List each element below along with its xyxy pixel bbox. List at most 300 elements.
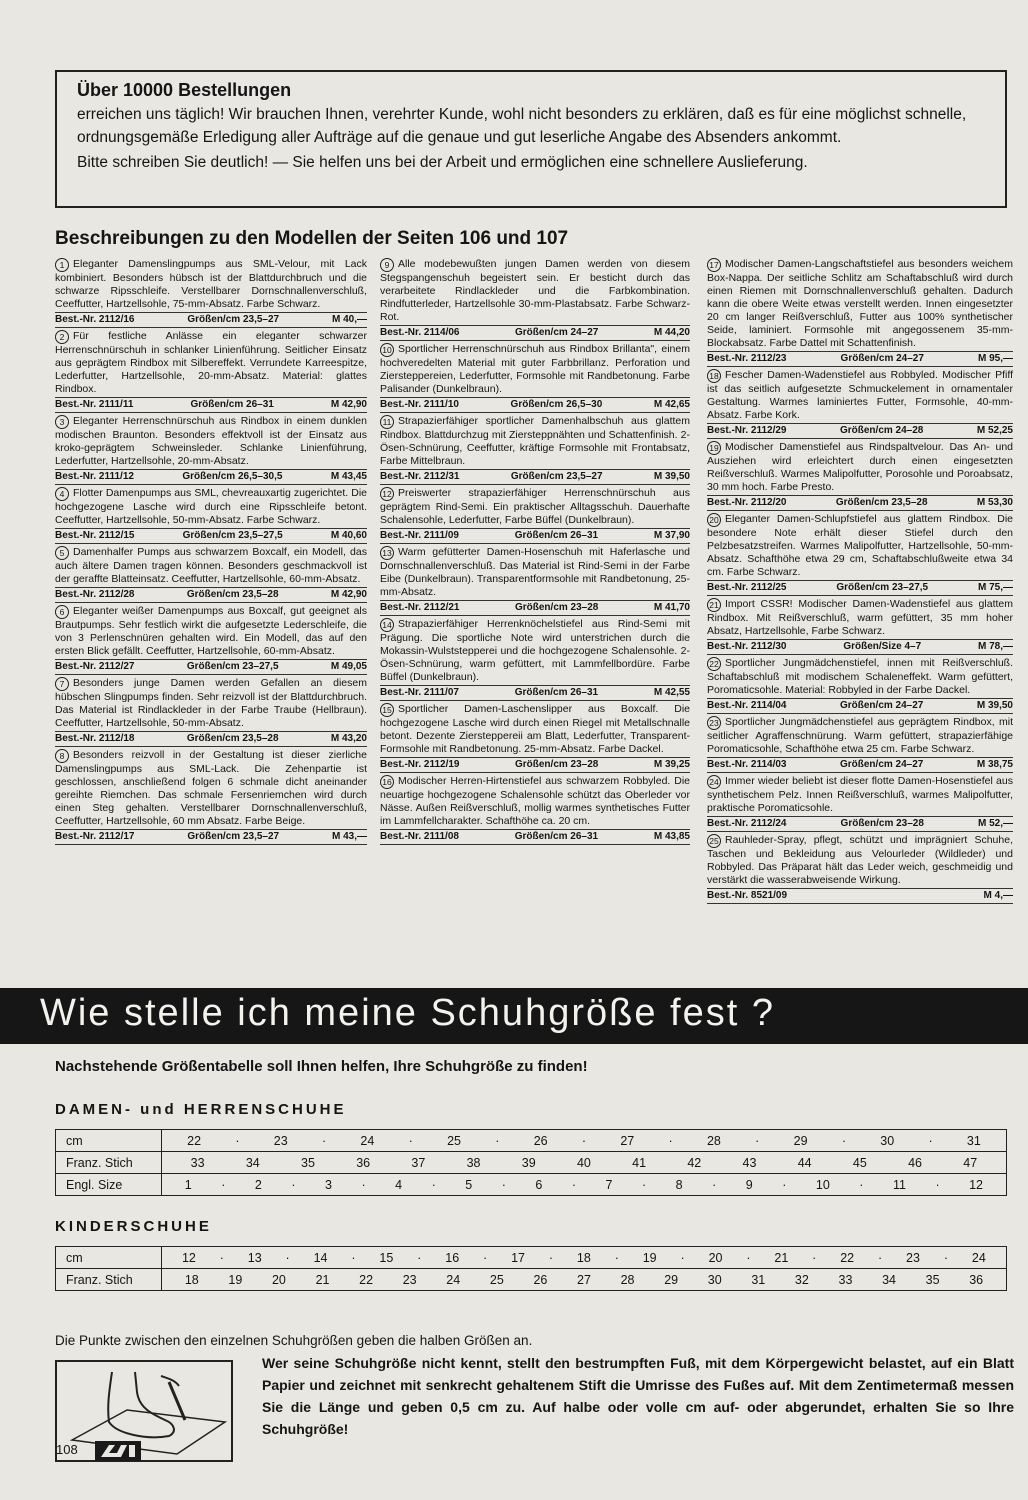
size-value: · <box>321 1133 327 1148</box>
order-line <box>55 528 367 542</box>
section-title: Beschreibungen zu den Modellen der Seiten 106 und 107 <box>55 228 569 249</box>
order-line <box>55 397 367 411</box>
size-value: · <box>614 1250 619 1265</box>
size-value: 40 <box>576 1155 591 1170</box>
order-best: Best.-Nr. 2112/21 <box>380 602 460 613</box>
size-value: 31 <box>751 1272 766 1287</box>
item-description: Sportlicher Herrenschnürschuh aus Rindbox Brillanta", einem hochveredelten Material mit guter Farbbrillanz. Perforation und Ziersteppereien, Lederfutter, Formsohle mit Randbetonung. Farbe Palisander (Dunkelbraun). <box>380 343 690 395</box>
size-row-label: cm <box>56 1130 162 1152</box>
size-row <box>56 1269 1007 1291</box>
order-line <box>380 757 690 771</box>
size-value: 42 <box>687 1155 702 1170</box>
notice-title: Über 10000 Bestellungen <box>77 80 292 100</box>
order-size: Größen/cm 23–28 <box>840 818 924 829</box>
order-line <box>55 587 367 601</box>
order-price: M 95,— <box>977 353 1013 364</box>
size-value: · <box>285 1250 290 1265</box>
item-number: 17 <box>707 258 721 272</box>
size-value: · <box>501 1177 506 1192</box>
order-price: M 40,— <box>331 314 367 325</box>
size-banner <box>0 988 1028 1044</box>
size-value: 20 <box>271 1272 286 1287</box>
item-description: Für festliche Anlässe ein eleganter schwarzer Herrenschnürschuh in schlanker Linienführung. Seitlicher Einsatz aus geprägtem Rindbox mit Silbereffekt. Verrundete Karreespitze, Lederfutter, Hartzellsohle, 20-mm-Absatz. Material: glattes Rindbox. <box>55 330 367 395</box>
order-best: Best.-Nr. 2112/25 <box>707 582 787 593</box>
size-subtitle: Nachstehende Größentabelle soll Ihnen helfen, Ihre Schuhgröße zu finden! <box>55 1058 588 1075</box>
order-size: Größen/cm 23,5–27 <box>510 471 603 482</box>
kids-heading: KINDERSCHUHE <box>55 1218 212 1235</box>
column-3 <box>707 258 1013 906</box>
order-size: Größen/cm 23,5–28 <box>186 733 279 744</box>
order-best: Best.-Nr. 2112/17 <box>55 831 135 842</box>
item-description: Rauhleder-Spray, pflegt, schützt und imprägniert Schuhe, Taschen und Bekleidung aus Velourleder (Wildleder) und Robbyled. Das Präparat hält das Leder weich, geschmeidig und verstärkt die wasserabweisende Wirkung. <box>707 834 1013 886</box>
kids-size-table <box>55 1246 1007 1291</box>
size-value: 24 <box>360 1133 375 1148</box>
item-number: 8 <box>55 749 69 763</box>
item-number: 24 <box>707 775 721 789</box>
order-best: Best.-Nr. 2112/19 <box>380 759 460 770</box>
size-value: · <box>943 1250 948 1265</box>
model-item <box>707 513 1013 596</box>
size-value: 33 <box>838 1272 853 1287</box>
model-item <box>380 415 690 485</box>
size-value: 36 <box>356 1155 371 1170</box>
notice-text-2: Bitte schreiben Sie deutlich! — Sie helfen uns bei der Arbeit und ermöglichen eine schnellere Auslieferung. <box>77 154 808 171</box>
item-number: 5 <box>55 546 69 560</box>
size-row <box>56 1247 1007 1269</box>
order-size: Größen/cm 23,5–28 <box>835 497 928 508</box>
size-value: 6 <box>535 1177 543 1192</box>
item-description: Modischer Damen-Langschaftstiefel aus besonders weichem Box-Nappa. Der seitliche Schlitz am Schaftabschluß wird durch einen Riemen mit Dornschnallenverschluß gehalten. Dadurch kann die obere Weite etwas verstellt werden. Innen eingesetzter 20 cm langer Reißverschluß, Futter aus 100% synthetischer Seide, laminiert. Formsohle mit angegossenem 35-mm-Blockabsatz. Farbe Dattel mit Schattenfinish. <box>707 258 1013 349</box>
order-best: Best.-Nr. 2112/29 <box>707 425 787 436</box>
item-number: 7 <box>55 677 69 691</box>
publisher-logo-icon <box>95 1441 141 1466</box>
order-price: M 41,70 <box>653 602 690 613</box>
size-value: 8 <box>675 1177 683 1192</box>
size-row-label: cm <box>56 1247 162 1269</box>
item-number: 6 <box>55 605 69 619</box>
size-value: · <box>548 1250 554 1265</box>
size-value: 35 <box>925 1272 940 1287</box>
item-description: Strapazierfähiger Herrenknöchelstiefel aus Rind-Semi mit Prägung. Die sportliche Note wird unterstrichen durch die Mokassin-Wulststepperei und die hochgezogene Schalensohle. 2-Ösen-Schnürung, warm gefüttert, mit Lammfellbordüre. Farbe Büffel (Dunkelbraun). <box>380 618 690 683</box>
size-value: 35 <box>301 1155 315 1170</box>
foot-drawing-icon <box>55 1360 233 1462</box>
item-number: 23 <box>707 716 721 730</box>
model-item <box>380 343 690 413</box>
size-value: 26 <box>533 1133 548 1148</box>
item-number: 3 <box>55 415 69 429</box>
size-value: 47 <box>963 1155 978 1170</box>
size-value: 13 <box>247 1250 262 1265</box>
size-row-label: Engl. Size <box>56 1174 162 1196</box>
size-value: 25 <box>489 1272 504 1287</box>
order-size: Größen/cm 24–28 <box>839 425 924 436</box>
order-best: Best.-Nr. 2111/08 <box>380 831 459 842</box>
order-price: M 38,75 <box>976 759 1013 770</box>
item-number: 12 <box>380 487 394 501</box>
order-size: Größen/cm 24–27 <box>839 700 924 711</box>
size-value: 39 <box>521 1155 536 1170</box>
size-value: 26 <box>533 1272 548 1287</box>
size-value: 41 <box>632 1155 647 1170</box>
size-value: 37 <box>411 1155 426 1170</box>
size-value: 2 <box>254 1177 262 1192</box>
size-value: 1 <box>184 1177 192 1192</box>
order-line <box>380 600 690 614</box>
order-best: Best.-Nr. 2111/10 <box>380 399 459 410</box>
item-description: Eleganter Damenslingpumps aus SML-Velour, mit Lack kombiniert. Besonders hübsch ist der Blattdurchbruch und die schwarze Ripsschleife. Verstellbarer Dornschnallenverschluß, Ceeffutter, Hartzellsohle, 75-mm-Absatz. Farbe Schwarz. <box>55 258 367 310</box>
order-line <box>707 698 1013 712</box>
size-value: · <box>235 1133 240 1148</box>
model-item <box>55 605 367 675</box>
model-item <box>707 657 1013 714</box>
order-price: M 37,90 <box>653 530 690 541</box>
order-size: Größen/cm 26–31 <box>514 831 599 842</box>
size-value: · <box>291 1177 296 1192</box>
item-description: Eleganter weißer Damenpumps aus Boxcalf, gut geeignet als Brautpumps. Sehr festlich wirkt die aufgesetzte Lederschleife, die von 3 Perlenschnüren gehalten wird. Ein Modell, das auf den ersten Blick gefällt. Ceeffutter, Hartzellsohle, 60-mm-Absatz. <box>55 605 367 657</box>
size-value: · <box>755 1133 760 1148</box>
model-item <box>55 415 367 485</box>
item-description: Sportlicher Damen-Laschenslipper aus Boxcalf. Die hochgezogene Lasche wird durch einen Riegel mit Metallschnalle betont. Dezente Ziersteppereii am Blatt, Lederfutter, Transparent-Formsohle mit Randbetonung. 25-mm-Absatz. Farbe Dackel. <box>380 703 690 755</box>
order-price: M 39,50 <box>976 700 1013 711</box>
item-number: 21 <box>707 598 721 612</box>
item-number: 2 <box>55 330 69 344</box>
size-value: 29 <box>664 1272 679 1287</box>
order-line <box>380 829 690 843</box>
column-2 <box>380 258 690 847</box>
size-value: 21 <box>315 1272 330 1287</box>
size-value: 30 <box>707 1272 722 1287</box>
order-best: Best.-Nr. 2112/23 <box>707 353 787 364</box>
column-1 <box>55 258 367 847</box>
adult-heading: DAMEN- und HERRENSCHUHE <box>55 1101 347 1118</box>
order-line <box>707 816 1013 830</box>
size-value: · <box>361 1177 366 1192</box>
order-size: Größen/cm 23–27,5 <box>186 661 279 672</box>
order-price: M 39,50 <box>653 471 690 482</box>
item-number: 11 <box>380 415 394 429</box>
item-description: Preiswerter strapazierfähiger Herrenschnürschuh aus geprägtem Rind-Semi. Ein praktischer Alltagsschuh. Dauerhafte Schalensohle, Lederfutter, Farbe Büffel (Dunkelbraun). <box>380 487 690 526</box>
order-size: Größen/cm 23,5–27 <box>187 831 280 842</box>
order-price: M 39,25 <box>653 759 690 770</box>
size-value: 28 <box>706 1133 721 1148</box>
order-size: Größen/cm 23,5–28 <box>186 589 279 600</box>
model-item <box>380 703 690 773</box>
model-item <box>707 598 1013 655</box>
size-row-label: Franz. Stich <box>56 1269 162 1291</box>
size-value: 32 <box>794 1272 809 1287</box>
item-description: Strapazierfähiger sportlicher Damenhalbschuh aus glattem Rindbox. Blattdurchzug mit Ziersteppnähten und Schattenfinish. 2-Ösen-Schnürung, Ceeffutter, kräftige Formsohle mit Frontabsatz, Farbe Mittelbraun. <box>380 415 690 467</box>
item-number: 16 <box>380 775 394 789</box>
size-value: 18 <box>184 1272 199 1287</box>
order-size: Größen/cm 23,5–27,5 <box>182 530 283 541</box>
order-price: M 42,65 <box>653 399 690 410</box>
order-price: M 53,30 <box>976 497 1013 508</box>
size-value: 24 <box>971 1250 986 1265</box>
item-number: 1 <box>55 258 69 272</box>
model-item <box>707 775 1013 832</box>
size-value: 17 <box>511 1250 525 1265</box>
item-number: 14 <box>380 618 394 632</box>
instructions-text: Wer seine Schuhgröße nicht kennt, stellt den bestrumpften Fuß, mit dem Körpergewicht belastet, auf ein Blatt Papier und zeichnet mit senkrecht gehaltenem Stift die Umrisse des Fußes auf. Mit dem Zentimetermaß messen Sie die Länge und geben 0,5 cm zu. Auf halbe oder volle cm auf- oder abgerundet, erhalten Sie so Ihre Schuhgröße! <box>262 1355 1014 1437</box>
size-row <box>56 1152 1007 1174</box>
size-row <box>56 1174 1007 1196</box>
size-value: · <box>841 1133 846 1148</box>
model-item <box>707 258 1013 367</box>
model-item <box>380 775 690 845</box>
size-value: 31 <box>966 1133 981 1148</box>
size-value: · <box>878 1250 883 1265</box>
size-value: 16 <box>445 1250 460 1265</box>
order-price: M 44,20 <box>653 327 690 338</box>
item-description: Alle modebewußten jungen Damen werden von diesem Stegspangenschuh begeistert sein. Er besticht durch das verarbeitete Rindlackleder und die Farbkombination. Rindfutterleder, Hartzellsohle 30-mm-Plastabsatz. Farbe Schwarz-Rot. <box>380 258 690 323</box>
order-line <box>55 469 367 483</box>
size-value: 44 <box>797 1155 812 1170</box>
order-best: Best.-Nr. 2112/18 <box>55 733 135 744</box>
order-best: Best.-Nr. 2112/15 <box>55 530 135 541</box>
size-value: · <box>859 1177 864 1192</box>
order-price: M 49,05 <box>330 661 367 672</box>
model-item <box>380 258 690 341</box>
order-line <box>55 731 367 745</box>
size-value: · <box>351 1250 356 1265</box>
order-size: Größen/cm 23–27,5 <box>836 582 929 593</box>
size-row <box>56 1130 1007 1152</box>
order-price: M 75,— <box>977 582 1013 593</box>
size-value: 18 <box>576 1250 591 1265</box>
size-value: · <box>812 1250 817 1265</box>
size-value: · <box>219 1250 224 1265</box>
size-value: 20 <box>708 1250 723 1265</box>
size-value: · <box>668 1133 673 1148</box>
size-value: 29 <box>793 1133 808 1148</box>
item-description: Modischer Damenstiefel aus Rindspaltvelour. Das An- und Ausziehen wird erleichtert durch einen eingesetzten Reißverschluß. Warmes Malipolfutter, Porosohle und Poroabsatz, 30 mm hoch. Farbe Presto. <box>707 441 1013 493</box>
order-price: M 52,— <box>977 818 1013 829</box>
order-line <box>380 397 690 411</box>
order-best: Best.-Nr. 2112/31 <box>380 471 460 482</box>
order-price: M 43,85 <box>653 831 690 842</box>
order-line <box>380 469 690 483</box>
order-line <box>707 888 1013 902</box>
order-size: Größen/cm 26,5–30,5 <box>182 471 283 482</box>
order-best: Best.-Nr. 2114/06 <box>380 327 460 338</box>
size-value: 19 <box>642 1250 657 1265</box>
size-value: · <box>408 1133 413 1148</box>
order-best: Best.-Nr. 8521/09 <box>707 890 788 901</box>
item-number: 20 <box>707 513 721 527</box>
item-number: 10 <box>380 343 394 357</box>
order-size: Größen/cm 26,5–30 <box>510 399 603 410</box>
size-value: 24 <box>446 1272 461 1287</box>
order-price: M 43,— <box>331 831 367 842</box>
size-value: · <box>928 1133 933 1148</box>
size-value: 25 <box>447 1133 461 1148</box>
size-value: · <box>712 1177 717 1192</box>
model-item <box>707 716 1013 773</box>
model-item <box>707 834 1013 904</box>
item-description: Besonders junge Damen werden Gefallen an diesem hübschen Slingpumps finden. Sehr reizvoll ist der Blattdurchbruch. Das Material ist Rindlackleder in der Farbe Traube (Hellbraun). Ceeffutter, Hartzellsohle, 50-mm-Absatz. <box>55 677 367 729</box>
order-price: M 43,20 <box>330 733 367 744</box>
banner-title: Wie stelle ich meine Schuhgröße fest ? <box>40 992 775 1034</box>
size-value: · <box>571 1177 576 1192</box>
size-value: 5 <box>465 1177 473 1192</box>
order-best: Best.-Nr. 2112/27 <box>55 661 135 672</box>
order-price: M 4,— <box>983 890 1013 901</box>
size-value: · <box>782 1177 787 1192</box>
size-value: · <box>417 1250 422 1265</box>
size-value: 7 <box>605 1177 613 1192</box>
size-value: 30 <box>880 1133 895 1148</box>
order-line <box>55 659 367 673</box>
size-value: 9 <box>745 1177 753 1192</box>
order-line <box>380 325 690 339</box>
order-best: Best.-Nr. 2112/16 <box>55 314 135 325</box>
size-value: 22 <box>840 1250 855 1265</box>
order-size: Größen/cm 26–31 <box>514 530 599 541</box>
size-value: · <box>581 1133 587 1148</box>
size-value: · <box>746 1250 751 1265</box>
order-best: Best.-Nr. 2114/03 <box>707 759 787 770</box>
page-number: 108 <box>56 1442 78 1457</box>
size-value: 36 <box>969 1272 984 1287</box>
order-line <box>380 685 690 699</box>
size-value: · <box>483 1250 488 1265</box>
half-size-note: Die Punkte zwischen den einzelnen Schuhgrößen geben die halben Größen an. <box>55 1333 533 1348</box>
order-best: Best.-Nr. 2111/07 <box>380 687 459 698</box>
order-best: Best.-Nr. 2111/09 <box>380 530 459 541</box>
order-line <box>55 829 367 843</box>
order-size: Größen/Size 4–7 <box>843 641 922 652</box>
order-price: M 52,25 <box>976 425 1013 436</box>
model-item <box>380 546 690 616</box>
order-line <box>707 757 1013 771</box>
model-item <box>707 441 1013 511</box>
order-line <box>707 639 1013 653</box>
size-value: 34 <box>882 1272 896 1287</box>
item-description: Warm gefütterter Damen-Hosenschuh mit Haferlasche und Dornschnallenverschluß. Das Material ist Rind-Semi in der Farbe Eibe (Dunkelbraun). Transparentformsohle mit Randbetonung, 25-mm-Absatz. <box>380 546 690 598</box>
model-item <box>55 677 367 747</box>
item-number: 22 <box>707 657 721 671</box>
model-item <box>55 749 367 845</box>
size-value: 19 <box>228 1272 243 1287</box>
size-value: · <box>431 1177 436 1192</box>
size-value: 12 <box>969 1177 984 1192</box>
size-value: 4 <box>395 1177 403 1192</box>
size-value: 27 <box>620 1133 635 1148</box>
order-price: M 43,45 <box>330 471 367 482</box>
order-line <box>380 528 690 542</box>
order-line <box>707 580 1013 594</box>
size-value: 3 <box>325 1177 332 1192</box>
size-value: · <box>680 1250 685 1265</box>
item-number: 13 <box>380 546 394 560</box>
order-line <box>55 312 367 326</box>
order-best: Best.-Nr. 2112/20 <box>707 497 787 508</box>
item-number: 25 <box>707 834 721 848</box>
item-description: Eleganter Herrenschnürschuh aus Rindbox in einem dunklen modischen Braunton. Besonders effektvoll ist der Einsatz aus kroko-geprägtem Schweinsleder. Schlanke Linienführung, Lederfutter, Hartzellsohle, 20-mm-Absatz. <box>55 415 367 467</box>
item-description: Fescher Damen-Wadenstiefel aus Robbyled. Modischer Pfiff ist das seitlich aufgesetzte Schmuckelement in ornamentaler Gestaltung. Warmes laminiertes Futter, Formsohle, 40-mm-Absatz. Farbe Kork. <box>707 369 1013 421</box>
item-number: 15 <box>380 703 394 717</box>
item-description: Damenhalfer Pumps aus schwarzem Boxcalf, ein Modell, das auch ältere Damen tragen können. Besonders geschmackvoll ist der geraffte Blatteinsatz. Ceeffutter, Hartzellsohle, 60-mm-Absatz. <box>55 546 367 585</box>
size-value: 38 <box>466 1155 481 1170</box>
item-description: Besonders reizvoll in der Gestaltung ist dieser zierliche Damenslingpumps aus SML-Lack. Die Zehenpartie ist geschlossen, anschließend folgen 6 schmale dicht aneinander gereihte Riemchen. Das schmale Fersenriemchen wird durch einen Steg gehalten. Verstellbarer Dornschnallenverschluß, Ceeffutter, Hartzellsohle, 60 mm Absatz. Farbe Beige. <box>55 749 367 827</box>
order-size: Größen/cm 24–27 <box>840 353 924 364</box>
item-description: Modischer Herren-Hirtenstiefel aus schwarzem Robbyled. Die neuartige hochgezogene Schalensohle schützt das Oberleder vor Nässe. Außen Reißverschluß, mollig warmes synthetisches Futter im Lammfellcharakter. Schafthöhe ca. 20 cm. <box>380 775 690 827</box>
order-size: Größen/cm 24–27 <box>514 327 599 338</box>
size-value: · <box>495 1133 500 1148</box>
model-item <box>380 618 690 701</box>
item-description: Import CSSR! Modischer Damen-Wadenstiefel aus glattem Rindbox. Mit Reißverschluß, warm gefüttert, 35 mm hoher Absatz, Hartzellsohle, Farbe Schwarz. <box>707 598 1013 637</box>
size-value: 23 <box>906 1250 920 1265</box>
size-value: 34 <box>245 1155 260 1170</box>
model-item <box>55 258 367 328</box>
order-best: Best.-Nr. 2112/24 <box>707 818 787 829</box>
model-item <box>55 546 367 603</box>
item-description: Immer wieder beliebt ist dieser flotte Damen-Hosenstiefel aus synthetischem Pelz. Innen Reißverschluß, warmes Malipolfutter, praktische Poromaticsohle. <box>707 775 1013 814</box>
size-value: 46 <box>908 1155 922 1170</box>
size-value: 21 <box>774 1250 789 1265</box>
item-description: Sportlicher Jungmädchenstiefel aus geprägtem Rindbox, mit seitlicher Agraffenschnürung. Warm gefüttert, strapazierfähige Poromaticsohle, Schafthöhe etwa 25 cm. Farbe Schwarz. <box>707 716 1013 755</box>
size-value: 10 <box>815 1177 830 1192</box>
size-value: 43 <box>742 1155 757 1170</box>
size-row-label: Franz. Stich <box>56 1152 162 1174</box>
order-size: Größen/cm 23–28 <box>514 602 599 613</box>
size-value: 11 <box>892 1177 906 1192</box>
size-value: 28 <box>620 1272 635 1287</box>
size-value: · <box>221 1177 226 1192</box>
order-size: Größen/cm 26–31 <box>514 687 599 698</box>
order-price: M 78,— <box>977 641 1013 652</box>
order-price: M 40,60 <box>330 530 367 541</box>
item-number: 19 <box>707 441 721 455</box>
size-value: 12 <box>181 1250 196 1265</box>
item-number: 18 <box>707 369 721 383</box>
size-value: · <box>641 1177 647 1192</box>
size-value: 33 <box>190 1155 205 1170</box>
notice-text: erreichen uns täglich! Wir brauchen Ihnen, verehrter Kunde, wohl nicht besonders zu erklären, daß es für eine möglichst schnelle, ordnungsgemäße Erledigung aller Aufträge auf die genaue und gut leserliche Angabe des Absenders ankommt. <box>77 106 967 146</box>
order-size: Größen/cm 24–27 <box>839 759 924 770</box>
order-line <box>707 423 1013 437</box>
item-description: Eleganter Damen-Schlupfstiefel aus glattem Rindbox. Die besondere Note erhält dieser Stiefel durch den Pelzbesatzstreifen. Warmes Malipolfutter, Hartzellsohle, 50-mm-Absatz. Schafthöhe etwa 29 cm, Schaftabschlußweite etwa 34 cm. Farbe Schwarz. <box>707 513 1013 578</box>
item-description: Flotter Damenpumps aus SML, chevreauxartig zugerichtet. Die hochgezogene Lasche wird durch eine Ripsschleife betont. Ceeffutter, Hartzellsohle, 50-mm-Absatz. Farbe Schwarz. <box>55 487 367 526</box>
order-size: Größen/cm 23,5–27 <box>187 314 280 325</box>
order-price: M 42,90 <box>330 589 367 600</box>
order-size: Größen/cm 26–31 <box>190 399 274 410</box>
order-line <box>707 351 1013 365</box>
adult-size-table <box>55 1129 1007 1196</box>
order-price: M 42,55 <box>653 687 690 698</box>
order-best: Best.-Nr. 2112/28 <box>55 589 135 600</box>
notice-box <box>55 70 1007 208</box>
order-line <box>707 495 1013 509</box>
size-value: 45 <box>852 1155 867 1170</box>
size-value: · <box>935 1177 940 1192</box>
order-best: Best.-Nr. 2111/11 <box>55 399 134 410</box>
size-value: 22 <box>187 1133 202 1148</box>
size-value: 15 <box>379 1250 394 1265</box>
model-item <box>380 487 690 544</box>
size-value: 22 <box>359 1272 374 1287</box>
item-number: 9 <box>380 258 394 272</box>
size-value: 14 <box>313 1250 328 1265</box>
order-best: Best.-Nr. 2111/12 <box>55 471 134 482</box>
model-item <box>55 330 367 413</box>
size-value: 23 <box>273 1133 288 1148</box>
order-best: Best.-Nr. 2114/04 <box>707 700 787 711</box>
order-best: Best.-Nr. 2112/30 <box>707 641 787 652</box>
order-size: Größen/cm 23–28 <box>514 759 599 770</box>
model-item <box>707 369 1013 439</box>
order-price: M 42,90 <box>330 399 367 410</box>
